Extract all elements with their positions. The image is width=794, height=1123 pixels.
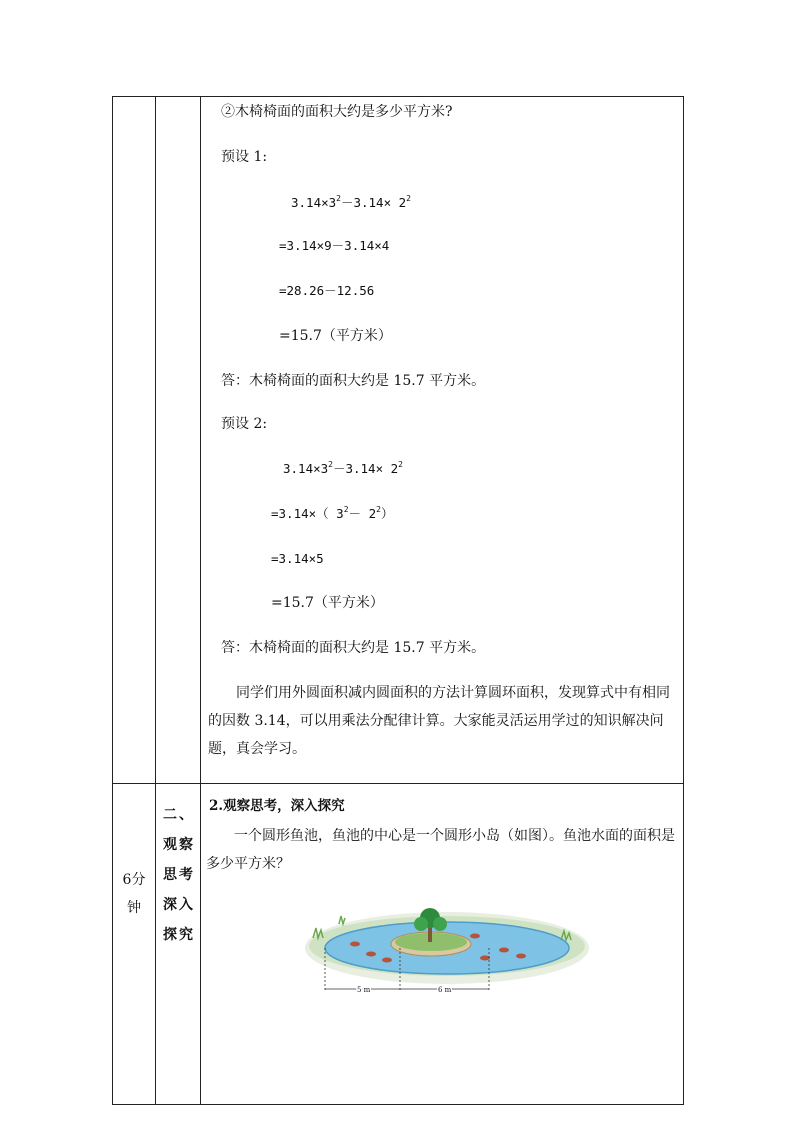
stage-label-line: 观察 [163,837,195,853]
preset1-expression: $3.14\times 3^2-3.14\times 2^2$ [291,194,411,210]
preset1-step1: =3.14×9－3.14×4 [279,238,390,253]
dimension-label-right: 6 m [438,986,452,994]
time-unit: 钟 [127,900,141,916]
time-value: 6分 [122,872,146,888]
preset1-answer: 答：木椅椅面的面积大约是 15.7 平方米。 [221,373,486,389]
fish-icon [516,954,526,959]
fish-icon [499,948,509,953]
summary-paragraph: 同学们用外圆面积减内圆面积的方法计算圆环面积，发现算式中有相同的因数 3.14，可以用乘法分配律计算。大家能灵活运用学过的知识解决问题，真会学习。 [208,685,670,757]
problem-text: 一个圆形鱼池，鱼池的中心是一个圆形小岛（如图）。鱼池水面的面积是多少平方米？ [206,828,675,872]
lesson-plan-table [112,96,684,1105]
fish-icon [470,934,480,939]
tree-leaves [414,917,428,931]
preset2-step1: =3.14×（ $3^2- 2^2$） [271,505,394,521]
tree-leaves [433,917,447,931]
content-cell [201,784,684,1105]
grass-icon [339,916,345,924]
preset2-label: 预设 2: [221,416,268,432]
preset2-step2: =3.14×5 [271,551,324,566]
stage-label-line: 深入 [163,897,195,913]
stage-label-line: 探究 [163,927,195,943]
stage-label-line: 思考 [163,867,195,883]
fish-icon [350,942,360,947]
preset1-label: 预设 1: [221,149,268,165]
fish-icon [366,952,376,957]
time-cell [113,784,156,1105]
time-cell-empty [113,97,156,784]
table-row [113,784,684,1105]
preset1-step2: =28.26－12.56 [279,283,375,298]
stage-number: 二、 [163,807,195,823]
preset2-expression: $3.14\times 3^2-3.14\times 2^2$ [283,460,403,476]
fish-pond-figure [299,906,589,1006]
preset1-step3: =15.7（平方米） [279,328,392,344]
stage-cell [156,784,201,1105]
table-row [113,97,684,784]
stage-cell-empty [156,97,201,784]
fish-pond-illustration [299,906,589,1006]
fish-icon [480,956,490,961]
preset2-answer: 答：木椅椅面的面积大约是 15.7 平方米。 [221,640,486,656]
section-title: 2.观察思考，深入探究 [209,798,345,814]
fish-icon [382,958,392,963]
preset2-step3: =15.7（平方米） [271,595,384,611]
content-cell [201,97,684,784]
question-text: ②木椅椅面的面积大约是多少平方米? [221,104,453,120]
dimension-label-left: 5 m [357,986,371,994]
